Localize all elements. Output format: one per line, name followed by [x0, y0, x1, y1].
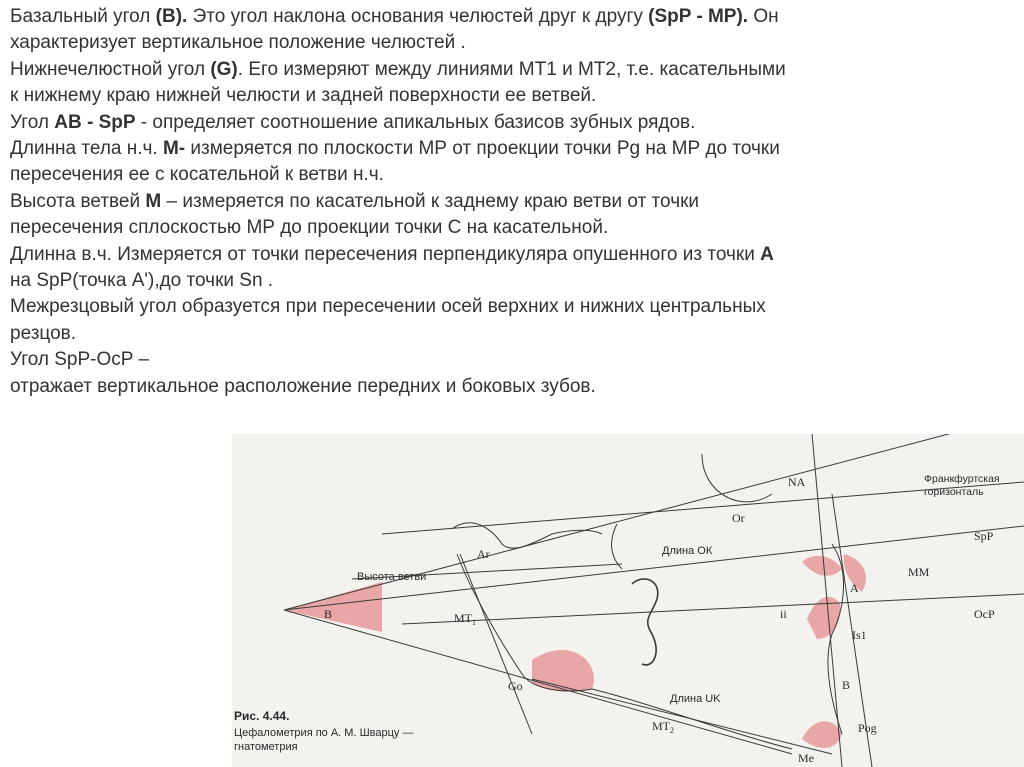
label-na: NA: [788, 475, 806, 489]
line-ocp: [402, 594, 1024, 624]
text-run: измеряется по плоскости МР от проекции точки Pg на МР до точки: [185, 138, 780, 160]
text-bold: (SpP - MP).: [648, 6, 749, 27]
label-dlina-ok: Длина ОК: [662, 545, 713, 557]
text-run: Длинна в.ч. Измеряется от точки пересечения перпендикуляра опушенного из точки: [10, 243, 761, 265]
angle-b-fill: [284, 582, 382, 632]
paragraph-spp-ocp: Угол SpP-OcP –: [10, 349, 149, 371]
text-bold: (В).: [155, 6, 188, 27]
label-mt2-main: MT: [652, 719, 670, 733]
figure-caption-line-1: Цефалометрия по А. М. Шварцу —: [234, 727, 414, 739]
paragraph-body-length-2: пересечения ее с косательной к ветви н.ч.: [10, 164, 384, 186]
label-spp: SpP: [974, 529, 994, 543]
cephalometry-figure: [232, 434, 1024, 767]
label-ar: Ar: [477, 547, 490, 561]
text-run: Он: [748, 6, 779, 27]
paragraph-mandibular-angle-2: к нижнему краю нижней челюсти и задней поверхности ее ветвей.: [10, 85, 597, 107]
label-mt1-sub: 1: [472, 618, 476, 627]
text-run: Высота ветвей: [10, 190, 146, 212]
line-mt1: [460, 554, 532, 734]
ramus-curve: [612, 524, 622, 569]
label-vysota-vetvi: Высота ветви: [357, 571, 427, 583]
tooth-outline: [632, 579, 658, 665]
label-b-angle: B: [324, 607, 333, 621]
mandible-outline: [457, 554, 792, 749]
label-or: Or: [732, 511, 745, 525]
label-mt1-main: MT: [454, 611, 472, 625]
label-b-point: B: [842, 678, 851, 692]
label-mt1: [454, 611, 476, 627]
angle-pog-fill: [802, 721, 842, 748]
label-pog: Pog: [858, 721, 877, 735]
figure-caption-number: Рис. 4.44.: [234, 709, 290, 723]
paragraph-interincisal-2: резцов.: [10, 322, 77, 344]
text-run: Нижнечелюстной угол: [10, 58, 211, 80]
label-ocp: OcP: [974, 607, 995, 621]
description-text: [10, 4, 1010, 400]
label-me: Me: [798, 751, 814, 765]
paragraph-basal-angle-2: характеризует вертикальное положение челюстей .: [10, 32, 466, 54]
paragraph-basal-angle: [10, 4, 1010, 30]
text-run: Базальный угол: [10, 6, 156, 27]
label-frankfurt-1: Франкфуртская: [924, 473, 1000, 485]
text-run: Это угол наклона основания челюстей друг к другу: [187, 6, 649, 27]
angle-go-fill: [532, 650, 594, 692]
text-run: – измеряется по касательной к заднему краю ветви от точки: [161, 190, 700, 212]
text-run: Длинна тела н.ч.: [10, 138, 163, 160]
paragraph-interincisal: Межрезцовый угол образуется при пересечении осей верхних и нижних центральных: [10, 296, 766, 318]
label-ii: ii: [780, 607, 787, 621]
orbit-curve: [702, 454, 772, 502]
paragraph-ramus-height: [10, 189, 1010, 215]
line-na-vertical: [812, 434, 842, 767]
text-run: Угол: [10, 111, 55, 133]
label-a: A: [850, 581, 859, 595]
text-bold: М-: [162, 138, 186, 160]
text-bold: АВ - SpP: [54, 111, 136, 133]
text-bold: А: [760, 243, 774, 265]
paragraph-body-length: [10, 136, 1010, 162]
label-is1: Is1: [852, 628, 867, 642]
angle-spp-fill: [802, 556, 842, 576]
label-frankfurt-2: горизонталь: [924, 486, 984, 498]
figure-caption-line-2: гнатометрия: [234, 741, 298, 753]
paragraph-mandibular-angle: [10, 57, 1010, 83]
label-mm: MM: [908, 565, 930, 579]
paragraph-ramus-height-2: пересечения сплоскостью МР до проекции точки С на касательной.: [10, 217, 609, 239]
paragraph-spp-ocp-2: отражает вертикальное расположение передних и боковых зубов.: [10, 375, 596, 397]
label-go: Go: [508, 679, 523, 693]
cephalometry-diagram: [232, 434, 1024, 767]
label-mt2-sub: 2: [670, 726, 674, 735]
paragraph-maxilla-length-2: на SpP(точка А'),до точки Sn .: [10, 270, 274, 292]
text-bold: (G): [210, 58, 238, 80]
text-run: . Его измеряют между линиями МТ1 и МТ2, т.е. касательными: [237, 58, 786, 80]
text-run: - определяет соотношение апикальных базисов зубных рядов.: [135, 111, 696, 133]
label-dlina-uk: Длина UK: [670, 693, 721, 705]
label-mt2: [652, 719, 674, 735]
paragraph-maxilla-length: [10, 242, 1010, 268]
text-bold: М: [145, 190, 162, 212]
paragraph-ab-spp: [10, 110, 1010, 136]
